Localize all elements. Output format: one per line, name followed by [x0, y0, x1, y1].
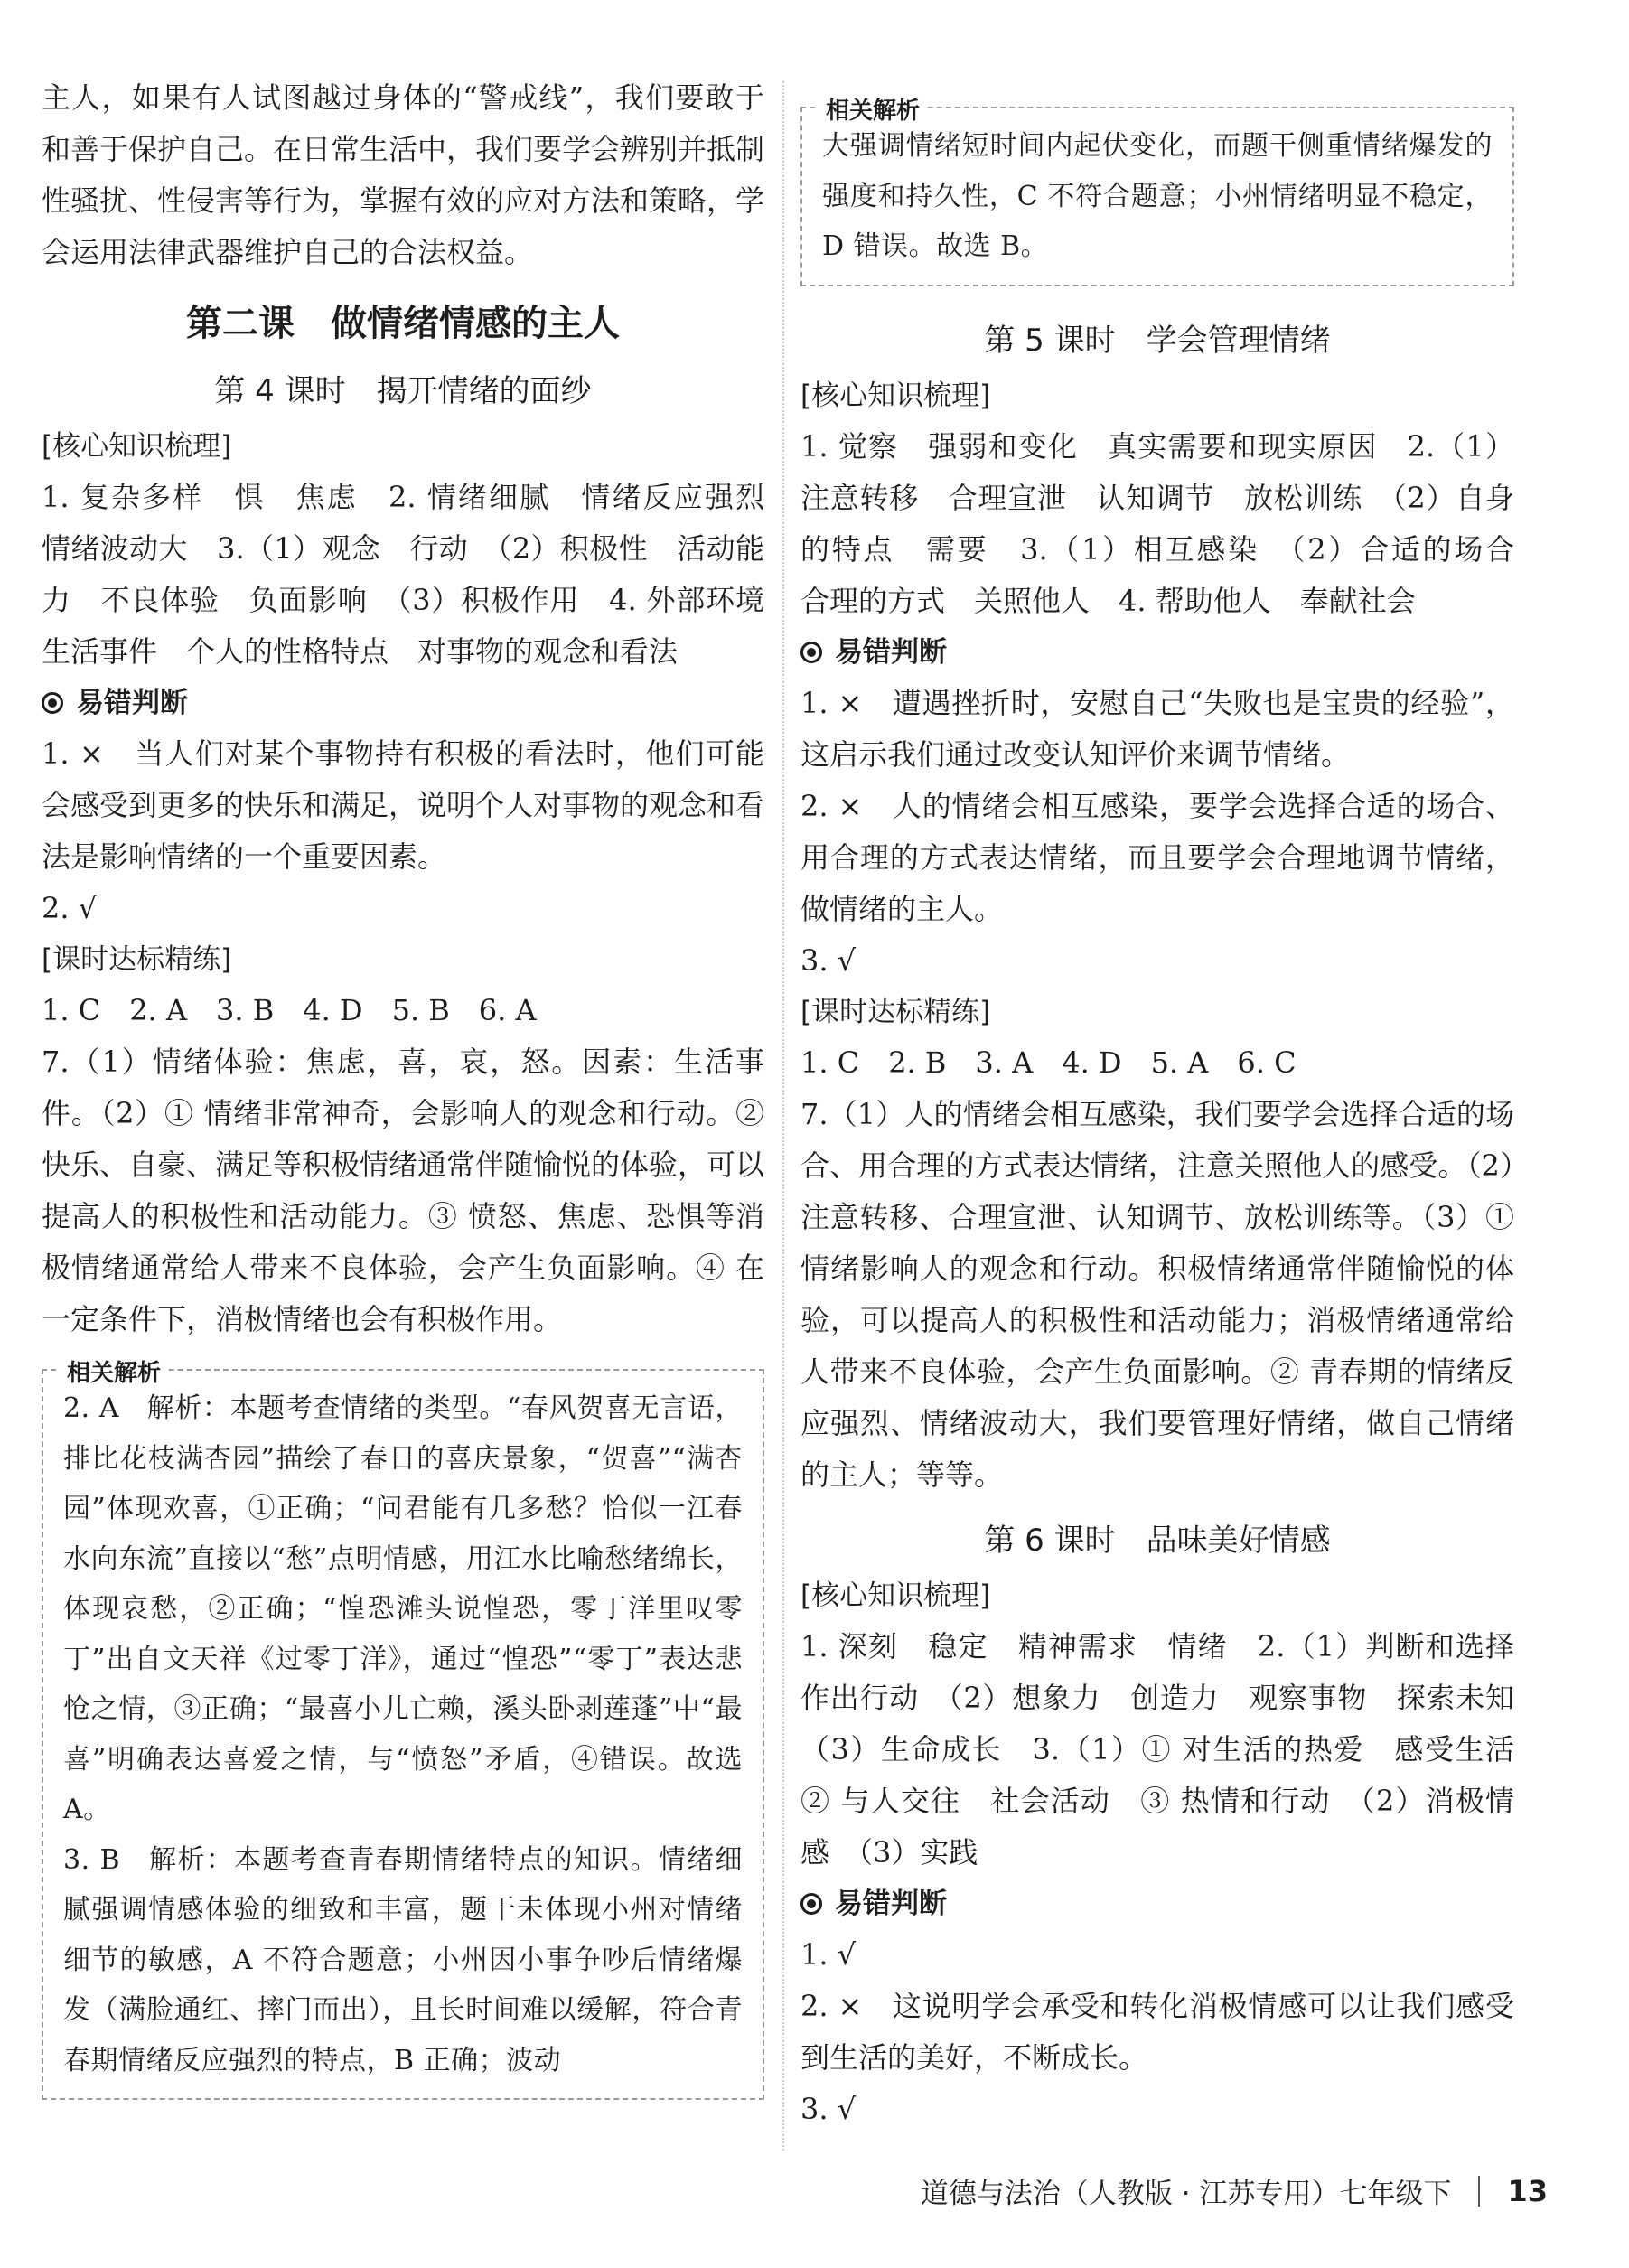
left-column: [42, 72, 794, 2100]
core-knowledge-text: 1. 觉察 强弱和变化 真实需要和现实原因 2.（1）注意转移 合理宣泄 认知调节 放松训练 （2）自身的特点 需要 3.（1）相互感染 （2）合适的场合 合理的方式 关照他人 4. 帮助他人 奉献社会: [800, 428, 1544, 618]
chapter-title: 第二课 做情绪情感的主人: [186, 303, 620, 344]
judgment-item: 2. √: [42, 891, 98, 925]
error-judgment-heading: [800, 1879, 1514, 1929]
choice-answers: 1. C 2. A 3. B 4. D 5. B 6. A: [42, 993, 537, 1027]
judgment-item: 1. × 当人们对某个事物持有积极的看法时，他们可能会感受到更多的快乐和满足，说明个人对事物的观念和看法是影响情绪的一个重要因素。: [42, 736, 765, 874]
lesson-4-title: 第 4 课时 揭开情绪的面纱: [214, 373, 592, 409]
intro-paragraph: 主人，如果有人试图越过身体的“警戒线”，我们要敢于和善于保护自己。在日常生活中，我们要学会辨别并抵制性骚扰、性侵害等行为，掌握有效的应对方法和策略，学会运用法律武器维护自己的合法权益。: [42, 80, 765, 269]
analysis-label: 相关解析: [819, 92, 927, 126]
right-column: [800, 98, 1544, 2135]
analysis-item: 2. A 解析：本题考查情绪的类型。“春风贺喜无言语，排比花枝满杏园”描绘了春日的喜庆景象，“贺喜”“满杏园”体现欢喜，①正确；“问君能有几多愁？恰似一江春水向东流”直接以“愁”点明情感，用江水比喻愁绪绵长，体现哀愁，②正确；“惶恐滩头说惶恐，零丁洋里叹零丁”出自文天祥《过零丁洋》，通过“惶恐”“零丁”表达悲怆之情，③正确；“最喜小儿亡赖，溪头卧剥莲蓬”中“最喜”明确表达喜爱之情，与“愤怒”矛盾，④错误。故选 A。: [63, 1392, 743, 1825]
error-judgment-heading: [42, 678, 764, 728]
judgment-item: 1. √: [800, 1936, 857, 1972]
core-knowledge-heading: [核心知识梳理]: [800, 379, 991, 412]
core-knowledge-heading: [核心知识梳理]: [42, 430, 232, 463]
choice-answers: 1. C 2. B 3. A 4. D 5. A 6. C: [800, 1045, 1297, 1080]
column-divider: [782, 81, 784, 2151]
analysis-label: 相关解析: [60, 1354, 168, 1388]
bullet-icon: [800, 1893, 822, 1915]
lesson-6-title: 第 6 课时 品味美好情感: [984, 1522, 1331, 1559]
core-knowledge-heading: [核心知识梳理]: [800, 1579, 991, 1612]
analysis-box: [800, 98, 1514, 286]
judgment-item: 2. × 人的情绪会相互感染，要学会选择合适的场合、用合理的方式表达情绪，而且要学会合理地调节情绪，做情绪的主人。: [800, 788, 1514, 926]
judgment-item: 1. × 遭遇挫折时，安慰自己“失败也是宝贵的经验”，这启示我们通过改变认知评价来调节情绪。: [800, 685, 1514, 772]
judgment-item: 3. √: [800, 942, 857, 978]
core-knowledge-text: 1. 深刻 稳定 精神需求 情绪 2.（1）判断和选择 作出行动 （2）想象力 创造力 观察事物 探索未知 （3）生命成长 3.（1）① 对生活的热爱 感受生活 ② 与人交往 社会活动 ③ 热情和行动 （2）消极情感 （3）实践: [800, 1628, 1544, 1870]
practice-heading: [课时达标精练]: [800, 995, 991, 1028]
analysis-box: [42, 1360, 764, 2100]
core-knowledge-text: 1. 复杂多样 惧 焦虑 2. 情绪细腻 情绪反应强烈 情绪波动大 3.（1）观念 行动 （2）积极性 活动能力 不良体验 负面影响 （3）积极作用 4. 外部环境 生活事件 个人的性格特点 对事物的观念和看法: [42, 480, 794, 669]
page-number: 13: [1507, 2173, 1548, 2208]
lesson-5-title: 第 5 课时 学会管理情绪: [984, 322, 1331, 359]
page-footer: [921, 2170, 1548, 2211]
analysis-item: 3. B 解析：本题考查青春期情绪特点的知识。情绪细腻强调情感体验的细致和丰富，题干未体现小州对情绪细节的敏感，A 不符合题意；小州因小事争吵后情绪爆发（满脸通红、摔门而出），且长时间难以缓解，符合青春期情绪反应强烈的特点，B 正确；波动: [63, 1843, 743, 2076]
error-judgment-label: 易错判断: [835, 1887, 947, 1920]
error-judgment-heading: [800, 627, 1514, 678]
judgment-item: 3. √: [800, 2091, 857, 2126]
footer-divider: [1478, 2176, 1480, 2207]
question-7-answer: 7.（1）人的情绪会相互感染，我们要学会选择合适的场合、用合理的方式表达情绪，注意关照他人的感受。（2）注意转移、合理宣泄、认知调节、放松训练等。（3）① 情绪影响人的观念和行动。积极情绪通常伴随愉悦的体验，可以提高人的积极性和活动能力；消极情绪通常给人带来不良体验，会产生负面影响。② 青春期的情绪反应强烈、情绪波动大，我们要管理好情绪，做自己情绪的主人；等等。: [800, 1096, 1514, 1492]
error-judgment-label: 易错判断: [76, 687, 188, 719]
bullet-icon: [42, 692, 63, 714]
bullet-icon: [800, 642, 822, 663]
analysis-item: 大强调情绪短时间内起伏变化，而题干侧重情绪爆发的强度和持久性，C 不符合题意；小州情绪明显不稳定，D 错误。故选 B。: [822, 130, 1493, 262]
judgment-item: 2. × 这说明学会承受和转化消极情感可以让我们感受到生活的美好，不断成长。: [800, 1988, 1514, 2075]
book-title: 道德与法治（人教版 · 江苏专用）七年级下: [920, 2178, 1452, 2210]
practice-heading: [课时达标精练]: [42, 943, 232, 976]
error-judgment-label: 易错判断: [835, 635, 947, 669]
question-7-answer: 7.（1）情绪体验：焦虑，喜，哀，怒。因素：生活事件。（2）① 情绪非常神奇，会影响人的观念和行动。② 快乐、自豪、满足等积极情绪通常伴随愉悦的体验，可以提高人的积极性和活动能力。③ 愤怒、焦虑、恐惧等消极情绪通常给人带来不良体验，会产生负面影响。④ 在一定条件下，消极情绪也会有积极作用。: [42, 1045, 765, 1336]
